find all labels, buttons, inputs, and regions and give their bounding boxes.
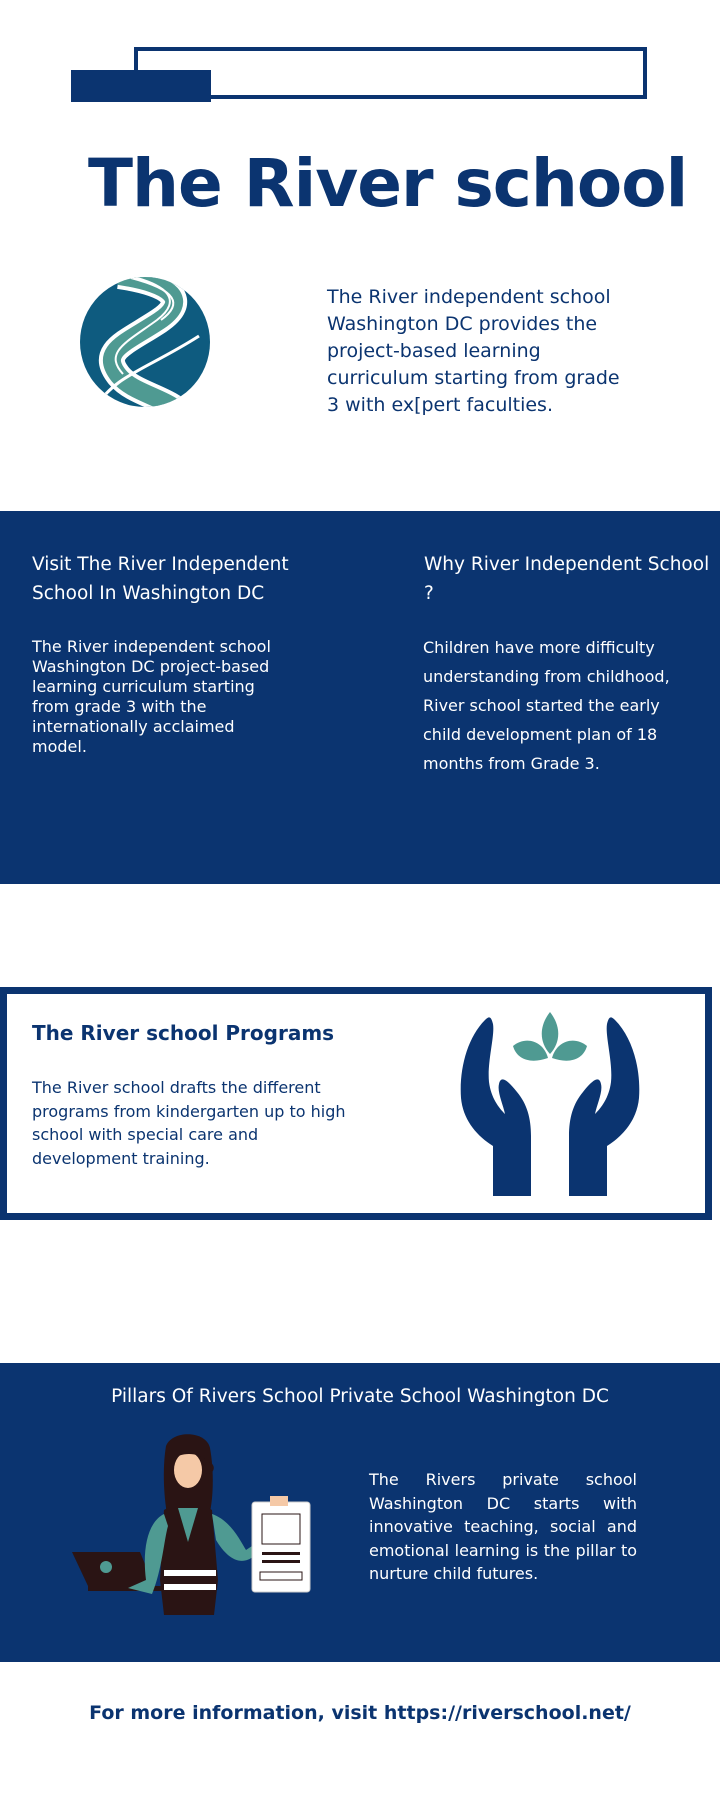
why-heading: Why River Independent School ?: [424, 554, 710, 604]
header-frame-bar: [71, 70, 211, 102]
visit-heading: Visit The River Independent School In Washington DC: [32, 554, 289, 604]
river-logo-icon: [79, 276, 211, 408]
why-text: Children have more difficulty understanding from childhood, River school started the early child development plan of 18 months from Grade 3.: [423, 638, 670, 773]
hands-leaves-icon: [455, 1008, 645, 1200]
teacher-illustration-icon: [68, 1430, 328, 1620]
page-title: The River school: [88, 145, 688, 222]
programs-text: The River school drafts the different programs from kindergarten up to high school with special care and development training.: [32, 1078, 346, 1168]
footer-link-text[interactable]: For more information, visit https://riverschool.net/: [89, 1702, 631, 1724]
pillars-text: The Rivers private school Washington DC starts with innovative teaching, social and emotional learning is the pillar to nurture child futures.: [369, 1470, 637, 1583]
intro-text: The River independent school Washington DC provides the project-based learning curriculum starting from grade 3 with ex[pert faculties.: [327, 286, 620, 416]
programs-heading: The River school Programs: [32, 1021, 335, 1045]
pillars-heading: Pillars Of Rivers School Private School Washington DC: [111, 1386, 609, 1407]
visit-text: The River independent school Washington DC project-based learning curriculum starting from grade 3 with the internationally acclaimed model.: [32, 637, 271, 756]
